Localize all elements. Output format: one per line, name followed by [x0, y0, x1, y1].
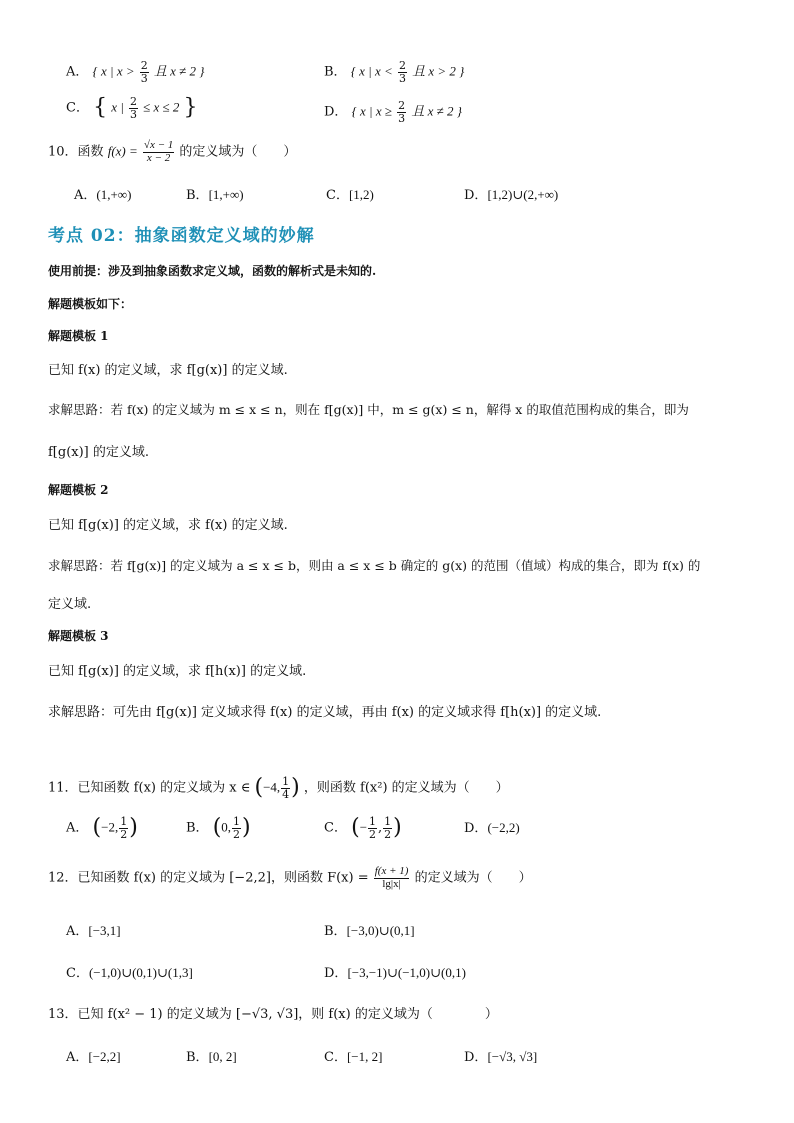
fraction: [281, 776, 290, 800]
q12-option-b: [324, 924, 415, 938]
stem-text: 已知函数 f(x) 的定义域为 x ∈: [77, 780, 251, 796]
question-number: 11．: [48, 780, 78, 796]
math-text: 且 x > 2 }: [412, 63, 465, 79]
q11-option-a: [66, 816, 138, 840]
option-label: D．: [464, 821, 488, 836]
numerator: 2: [140, 59, 148, 72]
fraction: [140, 60, 149, 84]
stem-text: 已知 f(x² − 1) 的定义域为 [−√3, √3]，则 f(x) 的定义域为（ ）: [77, 1007, 498, 1022]
option-value: (1,+∞): [96, 187, 132, 202]
numerator: 2: [398, 99, 406, 112]
option-label: B．: [186, 188, 209, 203]
option-value: [1,2): [348, 187, 374, 202]
fraction: [368, 816, 377, 840]
q10-option-d: [464, 188, 558, 202]
template-3-title: 解题模板 3: [48, 629, 109, 643]
q10-option-a: [74, 188, 131, 202]
template-2-idea-line2: 定义域.: [48, 597, 92, 612]
fraction: [397, 100, 406, 124]
denominator: 3: [398, 111, 406, 125]
question-number: 10．: [48, 144, 78, 160]
option-value: [1,+∞): [208, 187, 244, 202]
q9-option-c: [66, 96, 198, 120]
option-value: [−3,1]: [88, 923, 121, 938]
brace-left: {: [93, 95, 108, 121]
numerator: 1: [384, 815, 392, 828]
numerator: √x − 1: [143, 139, 174, 151]
template-2-idea-line1: 求解思路：若 f[g(x)] 的定义域为 a ≤ x ≤ b，则由 a ≤ x ≤ b 确定的 g(x) 的范围（值域）构成的集合，即为 f(x) 的: [48, 558, 701, 573]
denominator: 3: [398, 71, 406, 85]
q9-option-b: [324, 60, 464, 84]
paren-left: (: [351, 815, 360, 841]
denominator: lg|x|: [382, 877, 401, 890]
fraction: [129, 96, 138, 120]
math-text: x |: [111, 99, 124, 115]
option-label: C．: [66, 100, 89, 116]
template-2-known: 已知 f[g(x)] 的定义域，求 f(x) 的定义域.: [48, 518, 288, 533]
math-text: ≤ x ≤ 2: [143, 99, 180, 115]
math-text: −4,: [263, 779, 281, 795]
option-value: (−1,0)∪(0,1)∪(1,3]: [88, 965, 193, 980]
paren-right: ): [129, 815, 138, 841]
q10-option-b: [186, 188, 244, 202]
math-text: 0,: [221, 819, 232, 835]
option-value: [−3,−1)∪(−1,0)∪(0,1): [347, 965, 466, 980]
option-label: D．: [324, 966, 348, 981]
q12-stem: [48, 866, 532, 890]
q12-option-c: [66, 966, 193, 980]
math-text: 且 x ≠ 2 }: [153, 63, 205, 79]
q10-stem: [48, 140, 296, 164]
math-text: −2,: [101, 819, 119, 835]
numerator: 1: [282, 775, 290, 788]
option-label: B．: [324, 924, 347, 939]
denominator: 2: [384, 827, 392, 841]
q12-option-a: [66, 924, 121, 938]
q12-option-d: [324, 966, 466, 980]
numerator: f(x + 1): [374, 865, 409, 877]
option-label: B．: [186, 820, 209, 836]
option-label: A．: [74, 188, 97, 203]
fraction: [383, 816, 392, 840]
option-label: A．: [66, 64, 89, 80]
brace-right: }: [183, 95, 198, 121]
template-3-known: 已知 f[g(x)] 的定义域，求 f[h(x)] 的定义域.: [48, 664, 307, 679]
numerator: 1: [233, 815, 241, 828]
fraction: [143, 140, 174, 164]
option-label: A．: [66, 924, 89, 939]
option-value: [1,2)∪(2,+∞): [487, 187, 559, 202]
math-text: { x | x <: [350, 63, 393, 79]
option-value: [−1, 2]: [346, 1049, 383, 1064]
math-text: f(x) =: [107, 143, 138, 159]
q13-option-c: [324, 1050, 382, 1064]
option-value: [0, 2]: [208, 1049, 237, 1064]
math-text: { x | x ≥: [351, 103, 393, 119]
option-label: B．: [186, 1050, 209, 1065]
math-text: { x | x >: [92, 63, 135, 79]
section-heading: 考点 02：抽象函数定义域的妙解: [48, 226, 315, 246]
option-label: D．: [464, 1050, 488, 1065]
fraction: [232, 816, 241, 840]
template-1-idea-line1: 求解思路：若 f(x) 的定义域为 m ≤ x ≤ n，则在 f[g(x)] 中，m ≤ g(x) ≤ n，解得 x 的取值范围构成的集合，即为: [48, 402, 689, 417]
template-1-known: 已知 f(x) 的定义域，求 f[g(x)] 的定义域.: [48, 363, 288, 378]
numerator: 1: [120, 815, 128, 828]
option-value: [−2,2]: [88, 1049, 121, 1064]
question-number: 12．: [48, 870, 78, 886]
numerator: 2: [398, 59, 406, 72]
question-number: 13．: [48, 1007, 78, 1022]
option-value: [−3,0)∪(0,1]: [346, 923, 415, 938]
q13-option-d: [464, 1050, 537, 1064]
denominator: x − 2: [146, 151, 171, 164]
q11-option-d: [464, 821, 520, 835]
option-label: C．: [66, 966, 89, 981]
fraction: [374, 866, 410, 890]
q11-stem: [48, 776, 509, 800]
q11-option-c: C． (− $\frac{1}{2}$ , $\frac{1}{2}$ ): [324, 815, 402, 841]
template-2-title: 解题模板 2: [48, 483, 109, 497]
option-label: A．: [66, 820, 89, 836]
stem-text: 函数: [77, 144, 104, 160]
template-3-idea: 求解思路：可先由 f[g(x)] 定义域求得 f(x) 的定义域，再由 f(x) 的定义域求得 f[h(x)] 的定义域.: [48, 705, 602, 720]
option-label: D．: [324, 104, 348, 120]
fraction: [398, 60, 407, 84]
stem-text: 已知函数 f(x) 的定义域为 [−2,2]，则函数 F(x) =: [77, 870, 369, 886]
option-label: C．: [324, 1050, 347, 1065]
paren-right: ): [393, 815, 402, 841]
numerator: 2: [129, 95, 137, 108]
denominator: 2: [369, 827, 377, 841]
option-label: A．: [66, 1050, 89, 1065]
option-value: (−2,2): [487, 820, 520, 835]
paren-right: ): [291, 775, 300, 801]
denominator: 2: [233, 827, 241, 841]
stem-text: 的定义域为（ ）: [179, 144, 297, 160]
denominator: 4: [282, 787, 290, 801]
template-1-title: 解题模板 1: [48, 329, 109, 343]
stem-text: ，则函数 f(x²) 的定义域为（ ）: [303, 780, 509, 796]
option-label: C．: [326, 188, 349, 203]
numerator: 1: [369, 815, 377, 828]
q9-option-a: [66, 60, 205, 84]
q10-option-c: [326, 188, 374, 202]
paren-left: (: [92, 815, 102, 841]
q13-option-a: [66, 1050, 121, 1064]
math-text: 且 x ≠ 2 }: [411, 103, 462, 119]
option-label: D．: [464, 188, 488, 203]
stem-text: 的定义域为（ ）: [414, 870, 532, 886]
section-premise: 使用前提：涉及到抽象函数求定义域，函数的解析式是未知的.: [48, 264, 377, 278]
q11-option-b: [186, 816, 251, 840]
q9-option-d: [324, 100, 462, 124]
option-value: [−√3, √3]: [487, 1049, 538, 1064]
option-label: C．: [324, 820, 347, 836]
denominator: 3: [129, 107, 137, 121]
paren-left: (: [212, 815, 222, 841]
q13-stem: [48, 1008, 498, 1021]
math-text: −: [359, 819, 368, 835]
paren-left: (: [254, 775, 264, 801]
paren-right: ): [242, 815, 251, 841]
fraction: [119, 816, 128, 840]
section-intro: 解题模板如下：: [48, 297, 133, 311]
option-label: B．: [324, 64, 347, 80]
denominator: 3: [140, 71, 148, 85]
template-1-idea-line2: f[g(x)] 的定义域.: [48, 445, 150, 460]
q13-option-b: [186, 1050, 237, 1064]
denominator: 2: [120, 827, 128, 841]
